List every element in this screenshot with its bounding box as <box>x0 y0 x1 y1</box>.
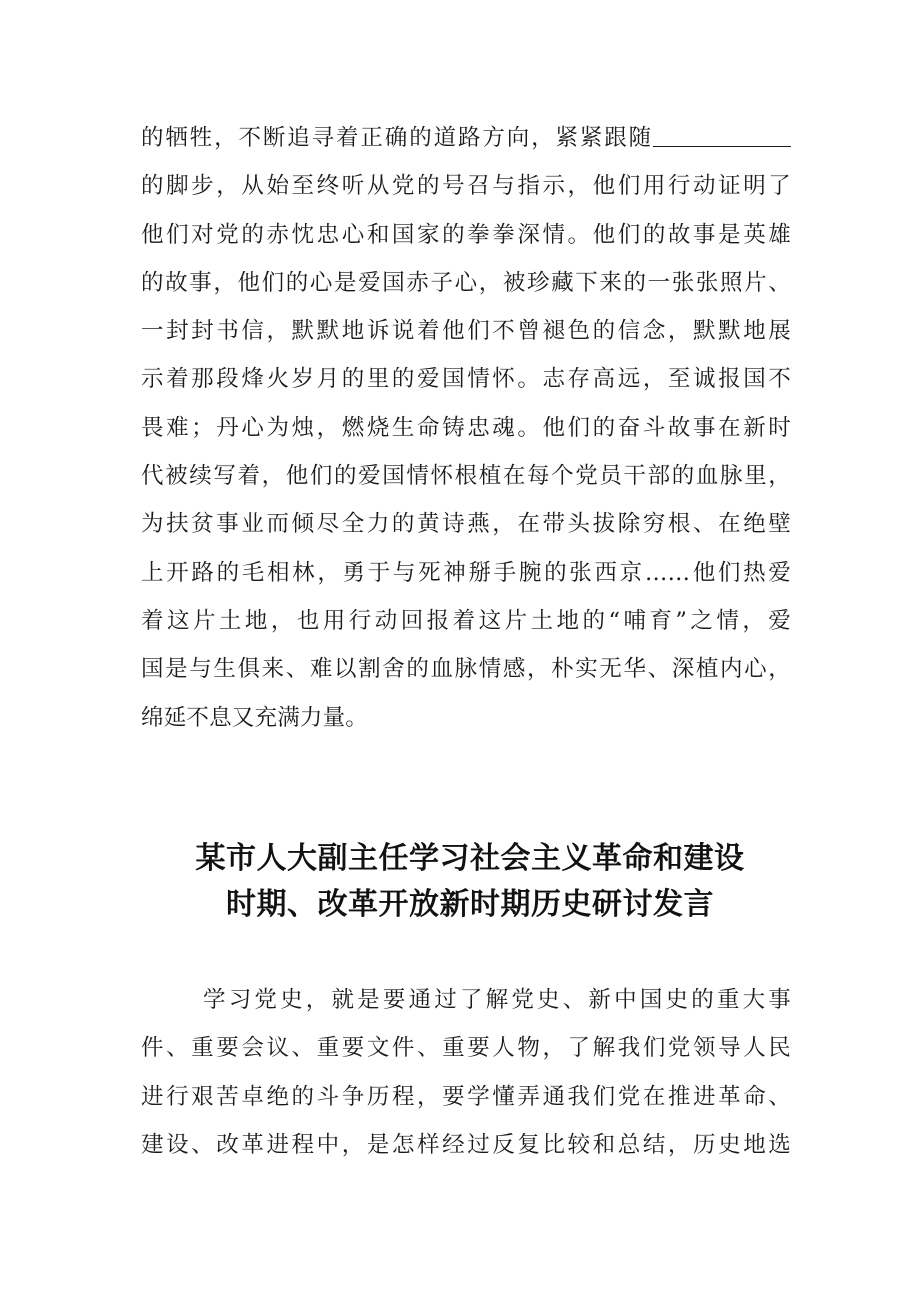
text-line: 代被续写着，他们的爱国情怀根植在每个党员干部的血脉里， <box>141 463 791 490</box>
text-line-content: 的牺牲，不断追寻着正确的道路方向，紧紧跟随 <box>141 125 653 151</box>
text-line: 的脚步，从始至终听从党的号召与指示，他们用行动证明了 <box>141 173 791 200</box>
text-line: 件、重要会议、重要文件、重要人物，了解我们党领导人民 <box>141 1035 791 1062</box>
text-line: 畏难；丹心为烛，燃烧生命铸忠魂。他们的奋斗故事在新时 <box>141 414 791 441</box>
text-line: 一封封书信，默默地诉说着他们不曾褪色的信念，默默地展 <box>141 318 791 345</box>
text-line: 建设、改革进程中，是怎样经过反复比较和总结，历史地选 <box>141 1131 791 1158</box>
article-title <box>150 836 790 928</box>
text-line-indented: 学习党史，就是要通过了解党史、新中国史的重大事 <box>203 987 791 1013</box>
text-line: 的故事，他们的心是爱国赤子心，被珍藏下来的一张张照片、 <box>141 269 791 296</box>
text-line-last: 绵延不息又充满力量。 <box>141 704 369 731</box>
text-line: 国是与生俱来、难以割舍的血脉情感，朴实无华、深植内心， <box>141 656 791 683</box>
article-title-line-1: 某市人大副主任学习社会主义革命和建设 <box>195 841 745 876</box>
text-line: 他们对党的赤忱忠心和国家的拳拳深情。他们的故事是英雄 <box>141 221 791 248</box>
text-line: 为扶贫事业而倾尽全力的黄诗燕，在带头拔除穷根、在绝壁 <box>141 511 791 538</box>
text-line: 进行艰苦卓绝的斗争历程，要学懂弄通我们党在推进革命、 <box>141 1083 791 1110</box>
text-line: 上开路的毛相林，勇于与死神掰手腕的张西京……他们热爱 <box>141 559 791 586</box>
body-paragraph-opening <box>141 976 791 1169</box>
article-title-line-2: 时期、改革开放新时期历史研讨发言 <box>226 887 714 922</box>
text-line <box>141 114 791 162</box>
text-line: 着这片土地，也用行动回报着这片土地的“哺育”之情，爱 <box>141 607 791 634</box>
text-line: 示着那段烽火岁月的里的爱国情怀。志存高远，至诚报国不 <box>141 366 791 393</box>
body-paragraph-continued <box>141 114 791 742</box>
fill-in-blank-underline <box>653 120 791 147</box>
